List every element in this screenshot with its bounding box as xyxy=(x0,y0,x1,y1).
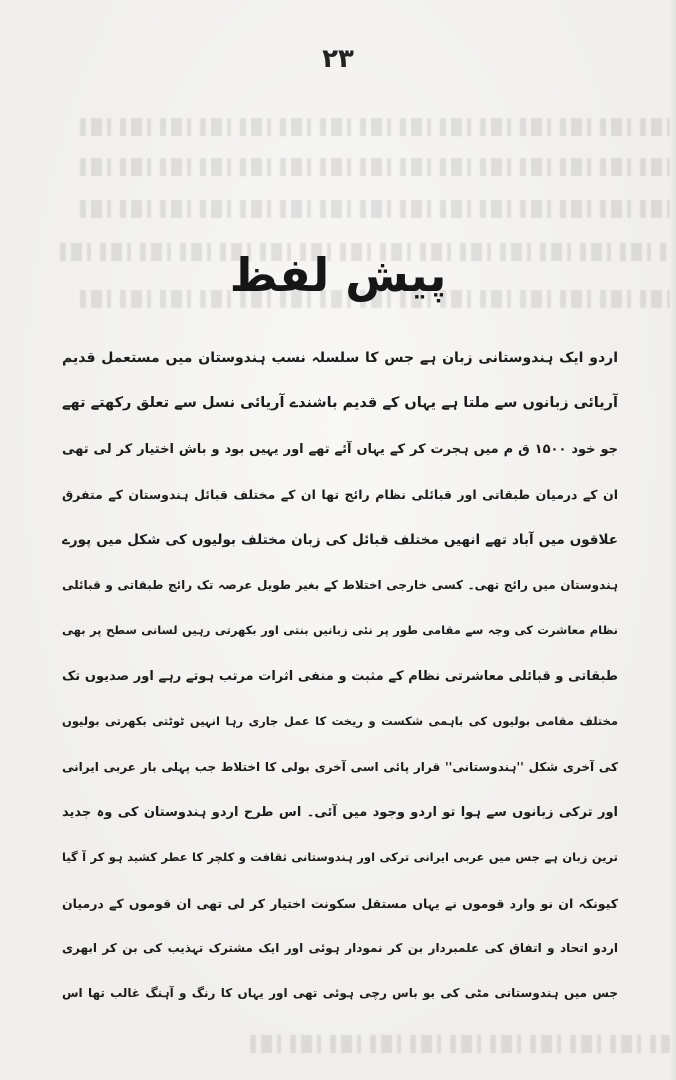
text-line: مختلف مقامی بولیوں کی باہمی شکست و ریخت کا عمل جاری رہا انہیں ٹوٹتی بکھرتی بولیوں xyxy=(62,714,618,729)
text-line: نظام معاشرت کی وجہ سے مقامی طور پر نئی زبانیں بنتی اور بکھرتی رہیں لسانی سطح پر بھی xyxy=(62,623,618,638)
text-line: آریائی زبانوں سے ملتا ہے یہاں کے قدیم باشندے آریائی نسل سے تعلق رکھتے تھے xyxy=(62,395,618,412)
text-line: جس میں ہندوستانی مٹی کی بو باس رچی ہوئی تھی اور یہاں کا رنگ و آہنگ غالب تھا اس xyxy=(62,986,618,1001)
text-line: کیونکہ ان نو وارد قوموں نے یہاں مستقل سکونت اختیار کر لی تھی ان قوموں کے درمیان xyxy=(62,895,618,911)
bleed-through-text xyxy=(80,118,670,136)
text-line: کی آخری شکل ''ہندوستانی'' قرار پائی اسی آخری بولی کا اختلاط جب پہلی بار عربی ایرانی xyxy=(62,759,618,774)
page-heading: پیش لفظ xyxy=(229,248,447,302)
bleed-through-text xyxy=(80,200,670,218)
bleed-through-text xyxy=(80,158,670,176)
text-line: جو خود ۱۵۰۰ ق م میں ہجرت کر کے یہاں آئے تھے اور یہیں بود و باش اختیار کر لی تھی xyxy=(62,441,618,457)
text-line: طبقاتی و قبائلی معاشرتی نظام کے مثبت و منفی اثرات مرتب ہوتے رہے اور صدیوں تک xyxy=(62,668,618,684)
scan-edge-shadow xyxy=(670,0,676,1080)
text-line: اردو اتحاد و اتفاق کی علمبردار بن کر نمودار ہوئی اور ایک مشترک تہذیب کی بن کر ابھری xyxy=(62,941,618,956)
page-number: ۲۳ xyxy=(322,44,354,74)
text-line: اور ترکی زبانوں سے ہوا تو اردو وجود میں آئی۔ اس طرح اردو ہندوستان کی وہ جدید xyxy=(62,804,618,820)
body-text xyxy=(62,336,618,1017)
text-line: ہندوستان میں رائج تھی۔ کسی خارجی اختلاط کے بغیر طویل عرصہ تک رائج طبقاتی و قبائلی xyxy=(62,577,618,592)
text-line: اردو ایک ہندوستانی زبان ہے جس کا سلسلہ نسب ہندوستان میں مستعمل قدیم xyxy=(62,350,618,366)
text-line: ان کے درمیان طبقاتی اور قبائلی نظام رائج تھا ان کے مختلف قبائل ہندوستان کے متفرق xyxy=(62,487,618,503)
text-line: علاقوں میں آباد تھے انھیں مختلف قبائل کی زبان مختلف بولیوں کی شکل میں پورے xyxy=(62,531,618,548)
bleed-through-text xyxy=(250,1035,670,1053)
text-line: ترین زبان ہے جس میں عربی ایرانی ترکی اور ہندوستانی ثقافت و کلچر کا عطر کشید ہو کر آ گیا xyxy=(62,850,618,865)
